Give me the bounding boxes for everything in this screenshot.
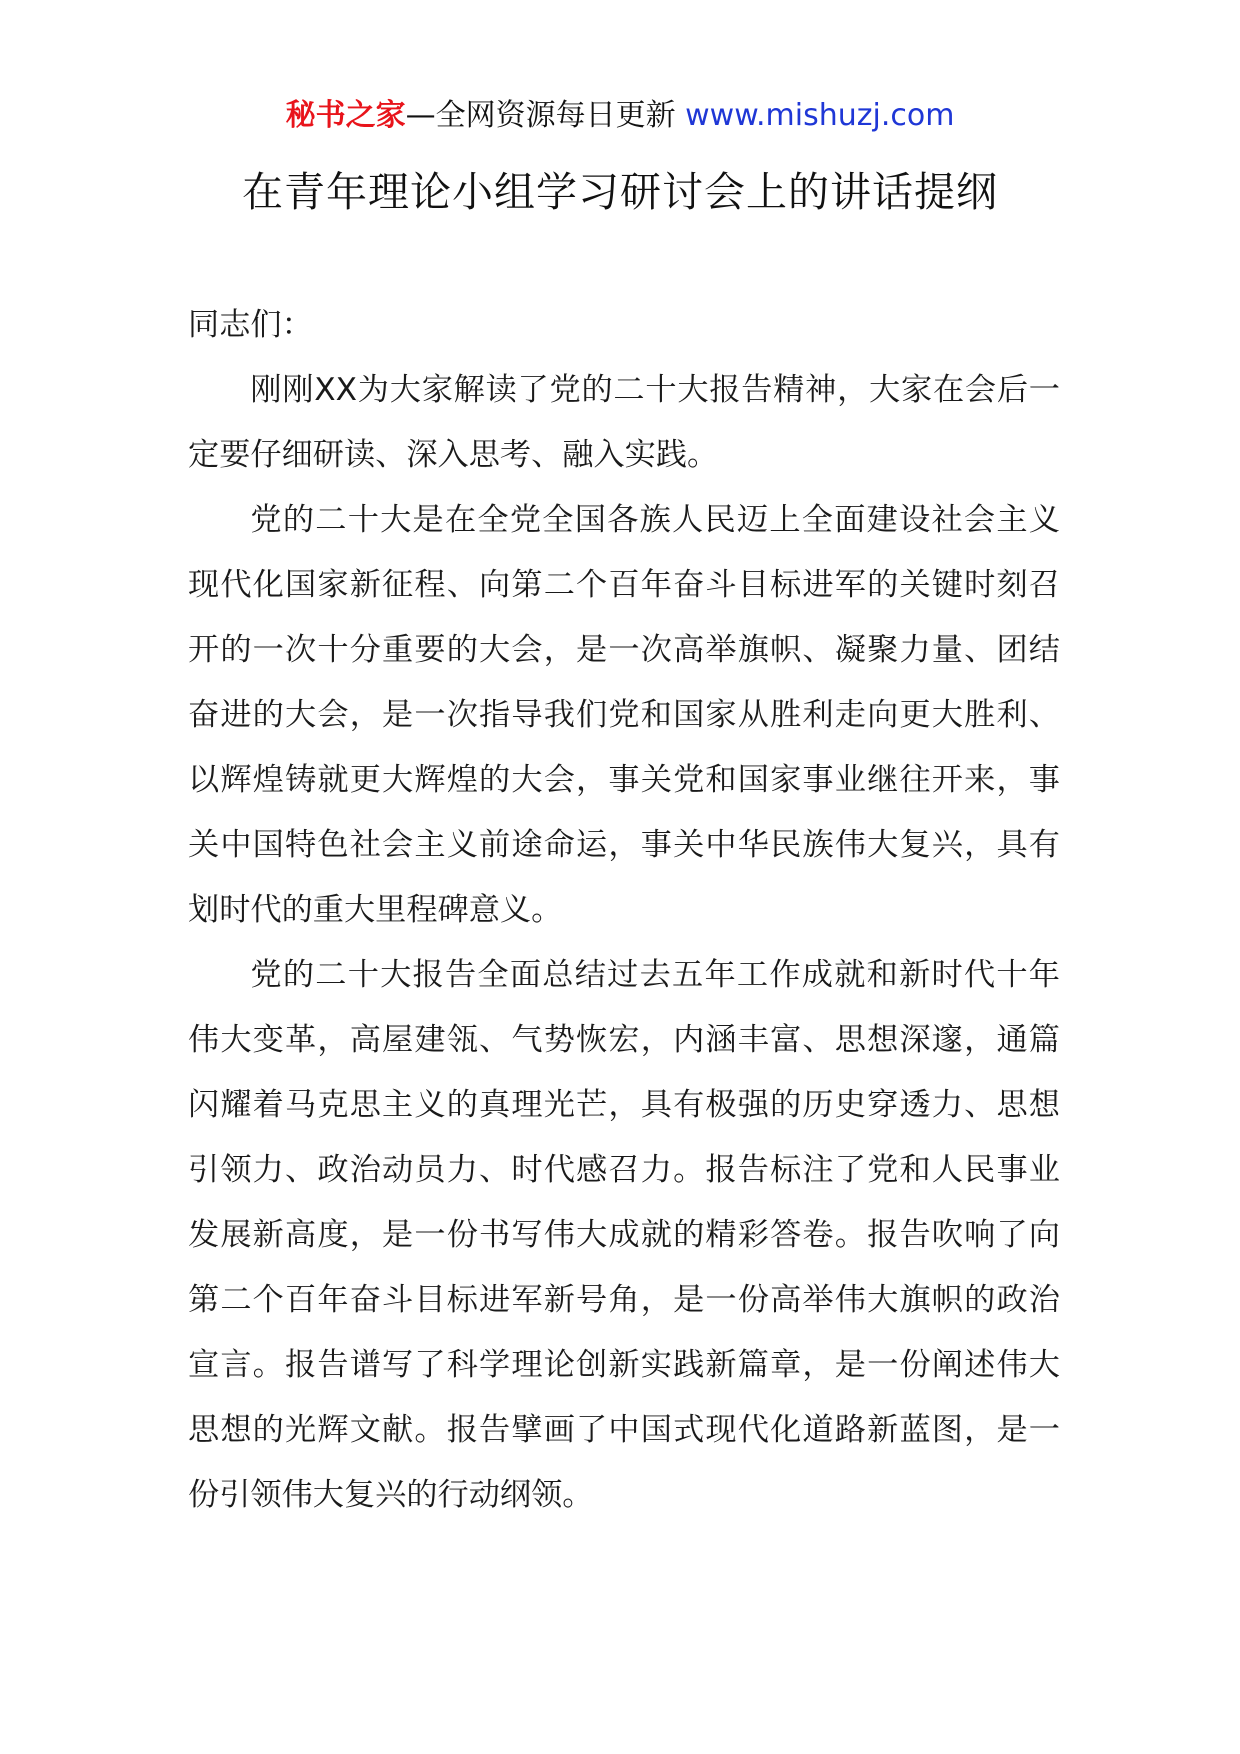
- document-title: 在青年理论小组学习研讨会上的讲话提纲: [242, 168, 998, 216]
- body-paragraph-3: 党的二十大报告全面总结过去五年工作成就和新时代十年伟大变革，高屋建瓴、气势恢宏，内涵丰富、思想深邃，通篇闪耀着马克思主义的真理光芒，具有极强的历史穿透力、思想引领力、政治动员力、时代感召力。报告标注了党和人民事业发展新高度，是一份书写伟大成就的精彩答卷。报告吹响了向第二个百年奋斗目标进军新号角，是一份高举伟大旗帜的政治宣言。报告谱写了科学理论创新实践新篇章，是一份阐述伟大思想的光辉文献。报告擘画了中国式现代化道路新蓝图，是一份引领伟大复兴的行动纲领。: [188, 957, 1060, 1513]
- site-url-link[interactable]: www.mishuzj.com: [685, 98, 955, 133]
- body-paragraph-2: 党的二十大是在全党全国各族人民迈上全面建设社会主义现代化国家新征程、向第二个百年奋斗目标进军的关键时刻召开的一次十分重要的大会，是一次高举旗帜、凝聚力量、团结奋进的大会，是一次指导我们党和国家从胜利走向更大胜利、以辉煌铸就更大辉煌的大会，事关党和国家事业继往开来，事关中国特色社会主义前途命运，事关中华民族伟大复兴，具有划时代的重大里程碑意义。: [188, 502, 1060, 928]
- salutation: 同志们：: [188, 307, 313, 343]
- body-paragraph-1: 刚刚XX为大家解读了党的二十大报告精神，大家在会后一定要仔细研读、深入思考、融入实践。: [188, 372, 1060, 473]
- brand-name: 秘书之家: [285, 98, 406, 133]
- document-body: [188, 293, 1060, 1528]
- site-header: [0, 96, 1240, 136]
- header-tagline: —全网资源每日更新: [405, 98, 676, 133]
